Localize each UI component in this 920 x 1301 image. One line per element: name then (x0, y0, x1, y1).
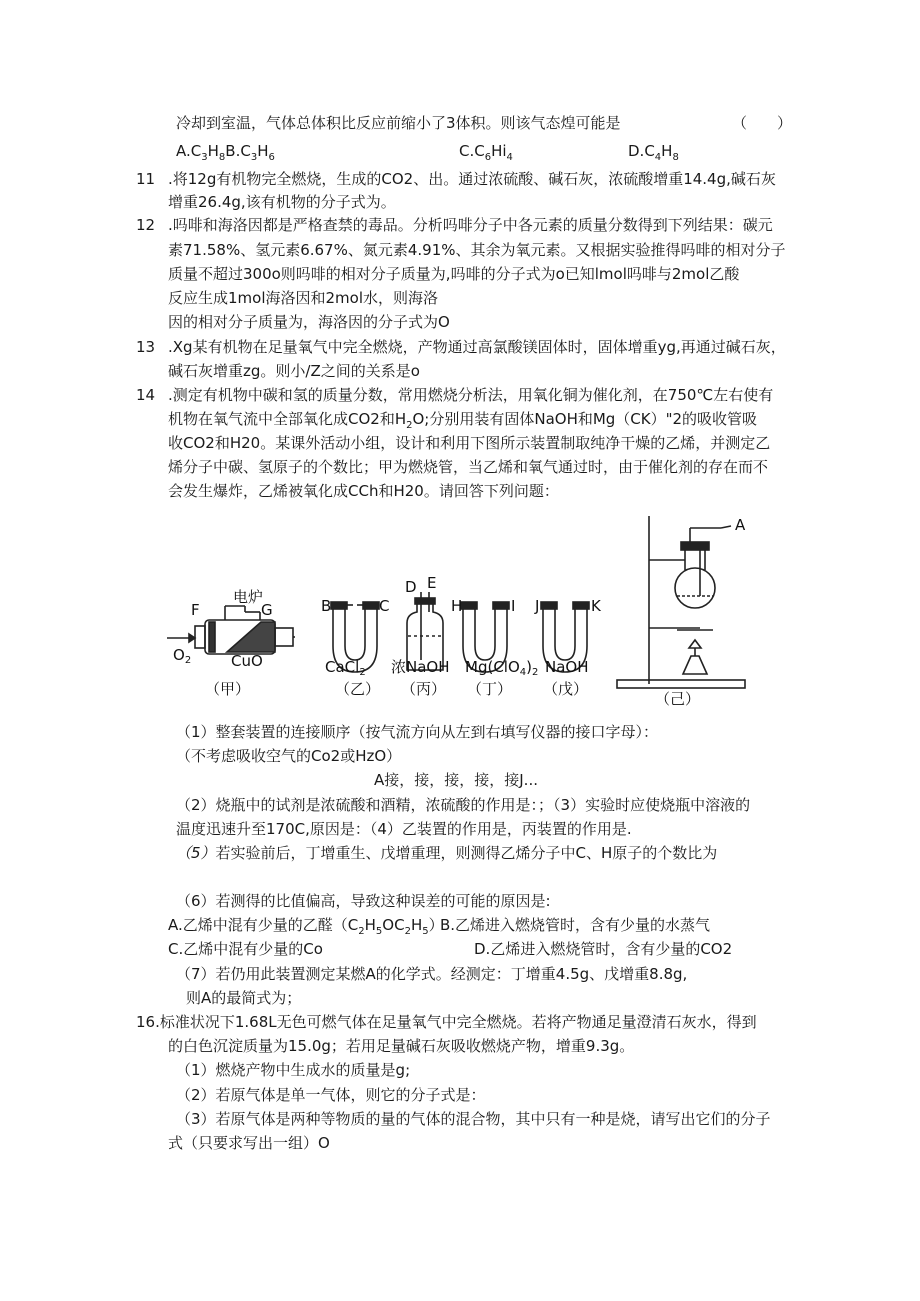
apparatus-figure (165, 508, 755, 708)
q13-line-2: 碱石灰增重zg。则小/Z之间的关系是o (168, 362, 420, 380)
caption-jia: （甲） (205, 680, 251, 698)
q14-number: 14 (136, 386, 156, 404)
q10-option-c: $C.C_6Hi_4$ (459, 142, 513, 163)
caption-wu: （戊） (543, 680, 589, 698)
q14-line-5: 会发生爆炸，乙烯被氧化成CCh和H20。请回答下列问题： (168, 482, 559, 500)
q14-sub-2-3: （2）烧瓶中的试剂是浓硫酸和酒精，浓硫酸的作用是：；（3）实验时应使烧瓶中溶液的 (176, 796, 751, 814)
q12-number: 12 (136, 216, 156, 234)
port-C-label: C (379, 597, 390, 615)
q12-line-5: 因的相对分子质量为，海洛因的分子式为O (168, 313, 450, 331)
q16-sub-2: （2）若原气体是单一气体，则它的分子式是： (176, 1086, 486, 1104)
q16-line-2: 的白色沉淀质量为15.0g；若用足量碱石灰吸收燃烧产物，增重9.3g。 (168, 1037, 635, 1055)
q14-sub-6: （6）若测得的比值偏高，导致这种误差的可能的原因是: (176, 892, 551, 910)
caption-ding: （丁） (467, 680, 513, 698)
port-I-label: I (511, 597, 516, 615)
flask-stand-ji (617, 516, 745, 688)
q12-line-4: 反应生成1mol海洛因和2mol水，则海洛 (168, 289, 439, 307)
q14-sub-1: （1）整套装置的连接顺序（按气流方向从左到右填写仪器的接口字母）： (176, 723, 659, 741)
q14-line-1: .测定有机物中碳和氢的质量分数，常用燃烧分析法，用氧化铜为催化剂，在750℃左右使有 (168, 386, 774, 404)
port-A-label: A (735, 516, 746, 534)
q16-line-1: 16.标准状况下1.68L无色可燃气体在足量氧气中完全燃烧。若将产物通足量澄清石灰水，得到 (136, 1013, 757, 1031)
port-H-label: H (451, 597, 463, 615)
q10-text: 冷却到室温，气体总体积比反应前缩小了3体积。则该气态煌可能是 (176, 114, 621, 132)
caption-bing: （丙） (401, 680, 447, 698)
q14-sub-7-answer: 则A的最简式为； (186, 989, 302, 1007)
q14-sub-1-order: A接，接，接，接，接J... (374, 771, 538, 789)
port-D-label: D (405, 578, 417, 596)
mgclo4-label: $Mg(ClO_4)_2$ (465, 658, 539, 678)
heater-label: 电炉 (233, 588, 264, 606)
q13-line-1: .Xg某有机物在足量氧气中完全燃烧，产物通过高氯酸镁固体时，固体增重yg,再通过碱石灰， (168, 338, 786, 356)
q14-sub-5: （5）若实验前后，丁增重生、戊增重理，则测得乙烯分子中C、H原子的个数比为 (176, 844, 718, 862)
q11-number: 11 (136, 170, 156, 188)
q14-sub-6-option-a: A.乙烯中混有少量的乙醛$(C_2H_5OC_2H_5)$ (168, 916, 444, 937)
q16-sub-3: （3）若原气体是两种等物质的量的气体的混合物，其中只有一种是烧，请写出它们的分子 (176, 1110, 771, 1128)
q10-option-ab: $A.C_3H_8B.C_3H_6$ (176, 142, 275, 163)
conc-naoh-label: 浓NaOH (391, 658, 450, 676)
caption-ji: （己） (655, 690, 701, 708)
q14-sub-1-note: （不考虑吸收空气的Co2或HzO） (176, 747, 402, 765)
q12-line-2: 素71.58%、氢元素6.67%、氮元素4.91%、其余为氧元素。又根据实验推得吗啡的相对分子 (168, 241, 786, 259)
caption-yi: （乙） (335, 680, 381, 698)
port-F-label: F (191, 601, 200, 619)
q12-line-1: .吗啡和海洛因都是严格查禁的毒品。分析吗啡分子中各元素的质量分数得到下列结果：碳元 (168, 216, 773, 234)
combustion-tube-jia (167, 606, 295, 654)
port-J-label: J (535, 597, 540, 615)
q14-sub-3-4: 温度迅速升至170C,原因是：（4）乙装置的作用是，丙装置的作用是. (176, 820, 632, 838)
q10-option-d: $D.C_4H_8$ (628, 142, 679, 163)
q14-line-2: 机物在氧气流中全部氧化成CO2和$H_2O$;分别用装有固体NaOH和Mg（CK）"2的吸收管吸 (168, 410, 758, 431)
q11-line-1: .将12g有机物完全燃烧，生成的CO2、出。通过浓硫酸、碱石灰，浓硫酸增重14.4g,碱石灰 (168, 170, 776, 188)
port-K-label: K (591, 597, 601, 615)
q16-sub-1: （1）燃烧产物中生成水的质量是g; (176, 1061, 411, 1079)
q12-line-3: 质量不超过300o则吗啡的相对分子质量为,吗啡的分子式为o已知lmol吗啡与2mol乙酸 (168, 265, 740, 283)
oxygen-label: $O_2$ (173, 646, 192, 666)
q14-line-4: 烯分子中碳、氢原子的个数比；甲为燃烧管，当乙烯和氧气通过时，由于催化剂的存在而不 (168, 458, 769, 476)
cuo-label: CuO (231, 652, 263, 670)
port-G-label: G (261, 601, 273, 619)
q11-line-2: 增重26.4g,该有机物的分子式为。 (168, 193, 396, 211)
q13-number: 13 (136, 338, 156, 356)
port-B-label: B (321, 597, 332, 615)
q16-sub-3-cont: 式（只要求写出一组）O (168, 1134, 330, 1152)
port-E-label: E (427, 574, 437, 592)
cacl2-label: CaCl$_2$ (325, 658, 366, 678)
q10-answer-paren: （ ） (732, 114, 793, 132)
q14-sub-6-option-b: B.乙烯进入燃烧管时，含有少量的水蒸气 (440, 916, 711, 934)
q14-sub-6-option-d: D.乙烯进入燃烧管时，含有少量的CO2 (474, 940, 733, 958)
q14-line-3: 收CO2和H20。某课外活动小组，设计和利用下图所示装置制取纯净干燥的乙烯，并测定乙 (168, 434, 771, 452)
naoh-label: NaOH (545, 658, 589, 676)
q14-sub-6-option-c: C.乙烯中混有少量的Co (168, 940, 323, 958)
q14-sub-7: （7）若仍用此装置测定某燃A的化学式。经测定：丁增重4.5g、戊增重8.8g, (176, 965, 688, 983)
